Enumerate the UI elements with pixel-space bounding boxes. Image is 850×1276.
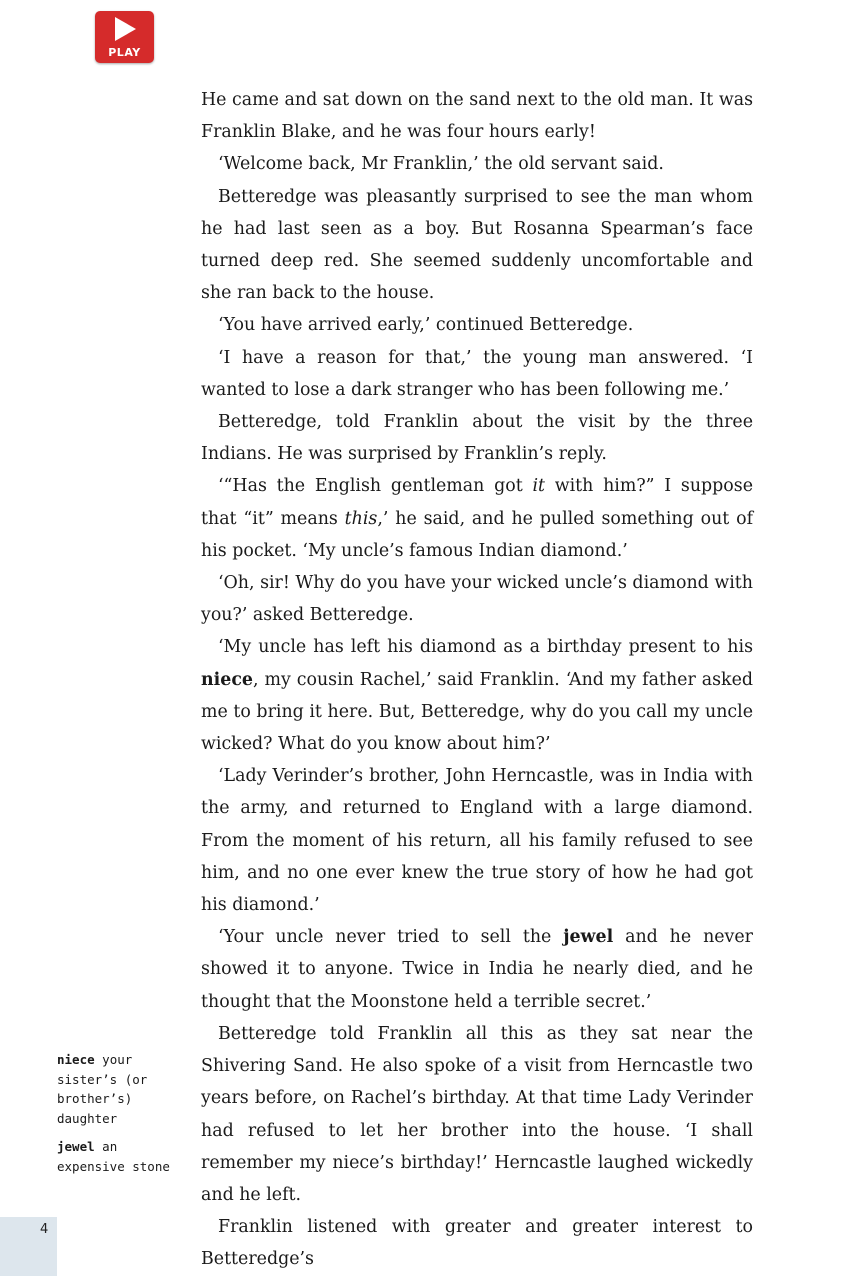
paragraph: ‘You have arrived early,’ continued Betteredge. <box>218 315 634 336</box>
paragraph: ‘Welcome back, Mr Franklin,’ the old servant said. <box>218 154 664 175</box>
story-text <box>201 84 753 1276</box>
glossary-word-niece: niece <box>201 669 253 690</box>
paragraph: ‘Oh, sir! Why do you have your wicked uncle’s diamond with you?’ asked Betteredge. <box>201 573 753 626</box>
paragraph: ‘Your uncle never tried to sell the jewel and he never showed it to anyone. Twice in India he nearly died, and he thought that the Moonstone held a terrible secret.’ <box>201 927 753 1012</box>
paragraph: Franklin listened with greater and greater interest to Betteredge’s <box>201 1217 753 1270</box>
page-number: 4 <box>40 1222 49 1237</box>
glossary-entry-jewel <box>57 1137 177 1176</box>
emphasis-this: this <box>344 508 378 529</box>
glossary-term: niece <box>57 1052 95 1067</box>
paragraph: Betteredge told Franklin all this as they sat near the Shivering Sand. He also spoke of a visit from Herncastle two years before, on Rachel’s birthday. At that time Lady Verinder had refused to let her brother into the house. ‘I shall remember my niece’s birthday!’ Herncastle laughed wickedly and he left. <box>201 1023 753 1205</box>
paragraph: ‘“Has the English gentleman got it with him?” I suppose that “it” means this,’ he said, and he pulled something out of his pocket. ‘My uncle’s famous Indian diamond.’ <box>201 476 754 561</box>
page-number-tab <box>0 1217 57 1276</box>
glossary-entry-niece <box>57 1050 177 1128</box>
paragraph: ‘Lady Verinder’s brother, John Herncastle, was in India with the army, and returned to England with a large diamond. From the moment of his return, all his family refused to see him, and no one ever knew the true story of how he had got his diamond.’ <box>201 766 753 916</box>
glossary-term: jewel <box>57 1139 95 1154</box>
play-button[interactable] <box>95 11 154 63</box>
paragraph: He came and sat down on the sand next to the old man. It was Franklin Blake, and he was four hours early! <box>201 90 753 143</box>
glossary-word-jewel: jewel <box>563 927 614 948</box>
paragraph: Betteredge was pleasantly surprised to see the man whom he had last seen as a boy. But Rosanna Spearman’s face turned deep red. She seemed suddenly uncomfortable and she ran back to the house. <box>201 186 753 304</box>
glossary-definition: your sister’s (or brother’s) daughter <box>57 1052 148 1126</box>
emphasis-it: it <box>532 476 545 497</box>
play-label: PLAY <box>108 46 141 59</box>
play-icon <box>115 17 136 41</box>
glossary-definition: an expensive stone <box>57 1139 170 1174</box>
paragraph: Betteredge, told Franklin about the visit by the three Indians. He was surprised by Franklin’s reply. <box>201 412 753 465</box>
paragraph: ‘My uncle has left his diamond as a birthday present to his niece, my cousin Rachel,’ said Franklin. ‘And my father asked me to bring it here. But, Betteredge, why do you call my uncle wicked? What do you know about him?’ <box>201 637 753 755</box>
paragraph: ‘I have a reason for that,’ the young man answered. ‘I wanted to lose a dark stranger who has been following me.’ <box>201 347 753 400</box>
